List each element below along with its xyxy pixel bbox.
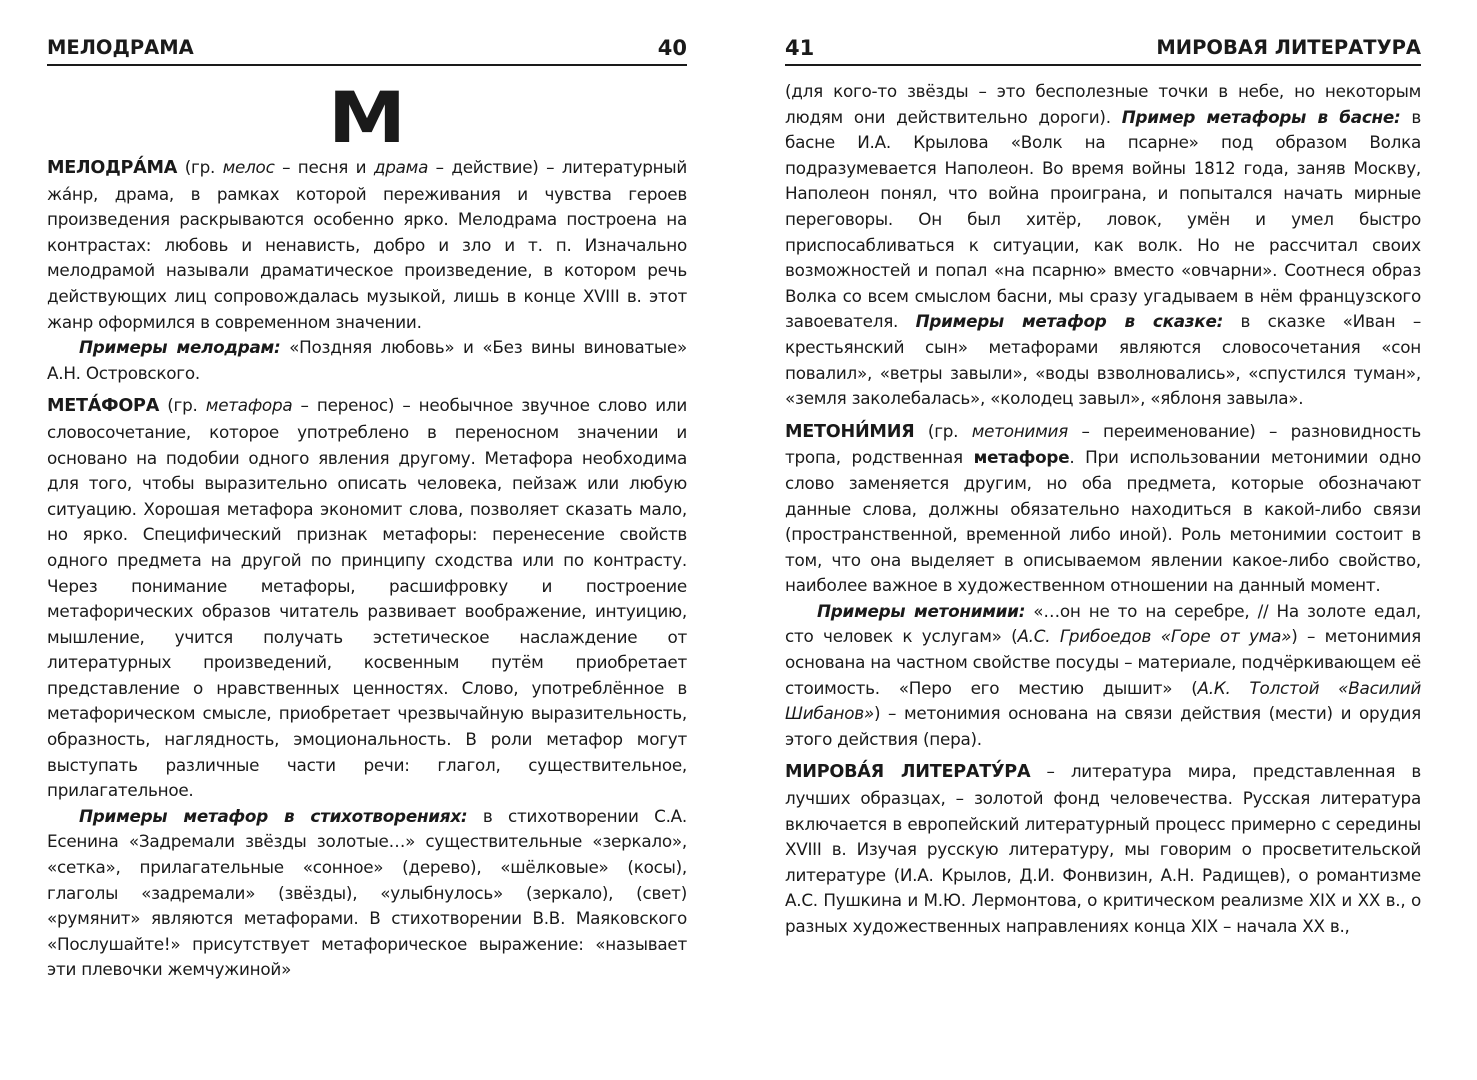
term-metaphor: МЕТА́ФОРА <box>47 396 160 417</box>
left-page-number: 40 <box>657 36 687 60</box>
metonymy-examples: Примеры метонимии: «…он не то на серебре, // На золоте едал, сто человек к услугам» (А.С. Грибоедов «Горе от ума») – метонимия основана на частном свойстве посуды – материале, подчёркивающем её стоимость. «Перо его местию дышит» (А.К. Толстой «Василий Шибанов») – метонимия основана на связи действия (мести) и орудия этого действия (пера). <box>785 600 1421 749</box>
left-running-head <box>47 34 687 66</box>
entry-world-literature: МИРОВА́Я ЛИТЕРАТУ́РА – литература мира, представленная в лучших образцах, – золотой фонд человечества. Русская литература включается в европейский литературный процесс примерно с середины XVIII в. Изучая русскую литературу, мы говорим о просветительской литературе (И.А. Крылов, Д.И. Фонвизин, А.Н. Радищев), о романтизме А.С. Пушкина и М.Ю. Лермонтова, о критическом реализме XIX и XX в., о разных художественных направлениях конца XIX – начала XX в., <box>785 761 1421 936</box>
melodrama-examples-label: Примеры мелодрам: <box>79 337 281 358</box>
melodrama-examples: Примеры мелодрам: «Поздняя любовь» и «Без вины виноватые» А.Н. Островского. <box>47 337 687 383</box>
metaphor-fable-examples-label: Пример метафоры в басне: <box>1121 106 1401 127</box>
term-metonymy: МЕТОНИ́МИЯ <box>785 421 915 442</box>
entry-metaphor: МЕТА́ФОРА (гр. метафора – перенос) – необычное звучное слово или словосочетание, которое употреблено в переносном значении и основано на подобии одного явления другому. Метафора необходима для того, чтобы выразительно описать человека, пейзаж или любую ситуацию. Хорошая метафора экономит слова, позволяет сказать мало, но ярко. Специфический признак метафоры: перенесение свойств одного предмета на другой по принципу сходства или по контрасту. Через понимание метафоры, расшифровку и построение метафорических образов читатель развивает воображение, интуицию, мышление, учится получать эстетическое наслаждение от литературных произведений, косвенным путём приобретает представление о нравственных ценностях. Слово, употреблённое в метафорическом смысле, приобретает чрезвычайную выразительность, образность, наглядность, эмоциональность. В роли метафор могут выступать различные части речи: глагол, существительное, прилагательное. <box>47 395 687 801</box>
left-running-title: МЕЛОДРАМА <box>47 36 194 59</box>
metonymy-examples-label: Примеры метонимии: <box>817 600 1026 621</box>
term-world-literature: МИРОВА́Я ЛИТЕРАТУ́РА <box>785 762 1031 783</box>
section-letter: М <box>327 77 407 159</box>
right-running-head <box>785 34 1421 66</box>
right-page <box>785 0 1421 1080</box>
metaphor-poem-examples: Примеры метафор в стихотворениях: в стихотворении С.А. Есенина «Задремали звёзды золотые…» существительные «зеркало», «сетка», прилагательные «сонное» (дерево), «шёлковые» (косы), глаголы «задремали» (звёзды), «улыбнулось» (зеркало), (свет) «румянит» являются метафорами. В стихотворении В.В. Маяковского «Послушайте!» присутствует метафорическое выражение: «называет эти плевочки жемчужиной» <box>47 805 687 980</box>
entry-metonymy: МЕТОНИ́МИЯ (гр. метонимия – переименование) – разновидность тропа, родственная метафоре. При использовании метонимии одно слово заменяется другим, но оба предмета, которые обозначают данные слова, должны обязательно находиться в какой-либо связи (пространственной, временной либо иной). Роль метонимии состоит в том, что она выделяет в описываемом явлении какое-либо свойство, наиболее важное в художественном отношении на данный момент. <box>785 420 1421 596</box>
metaphor-tale-examples-label: Примеры метафор в сказке: <box>915 311 1224 332</box>
right-running-title: МИРОВАЯ ЛИТЕРАТУРА <box>1156 36 1421 59</box>
right-page-number: 41 <box>785 36 815 60</box>
entry-melodrama: МЕЛОДРА́МА (гр. мелос – песня и драма – действие) – литературный жа́нр, драма, в рамках которой переживания и чувства героев произведения раскрываются особенно ярко. Мелодрама построена на контрастах: любовь и ненависть, добро и зло и т. п. Изначально мелодрамой называли драматическое произведение, в котором речь действующих лиц сопровождалась музыкой, лишь в конце XVIII в. этот жанр оформился в современном значении. <box>47 157 687 332</box>
metaphor-continuation: (для кого-то звёзды – это бесполезные точки в небе, но некоторым людям они действительно дороги). Пример метафоры в басне: в басне И.А. Крылова «Волк на псарне» под образом Волка подразумевается Наполеон. Во время войны 1812 года, заняв Москву, Наполеон понял, что война проиграна, и попытался начать мирные переговоры. Он был хитёр, ловок, умён и умел быстро приспосабливаться к ситуации, как волк. Но не рассчитал своих возможностей и попал «на псарню» вместо «овчарни». Соотнеся образ Волка со всем смыслом басни, мы сразу угадываем в нём французского завоевателя. Примеры метафор в сказке: в сказке «Иван – крестьянский сын» метафорами являются словосочетания «сон повалил», «ветры завыли», «воды взволновались», «спустился туман», «земля заколебалась», «колодец завыл», «яблоня завыла». <box>785 81 1421 409</box>
term-melodrama: МЕЛОДРА́МА <box>47 158 178 178</box>
metaphor-poem-examples-label: Примеры метафор в стихотворениях: <box>79 805 468 826</box>
left-page <box>47 0 687 1080</box>
right-body-text <box>785 79 1421 940</box>
left-body-text <box>47 155 687 983</box>
